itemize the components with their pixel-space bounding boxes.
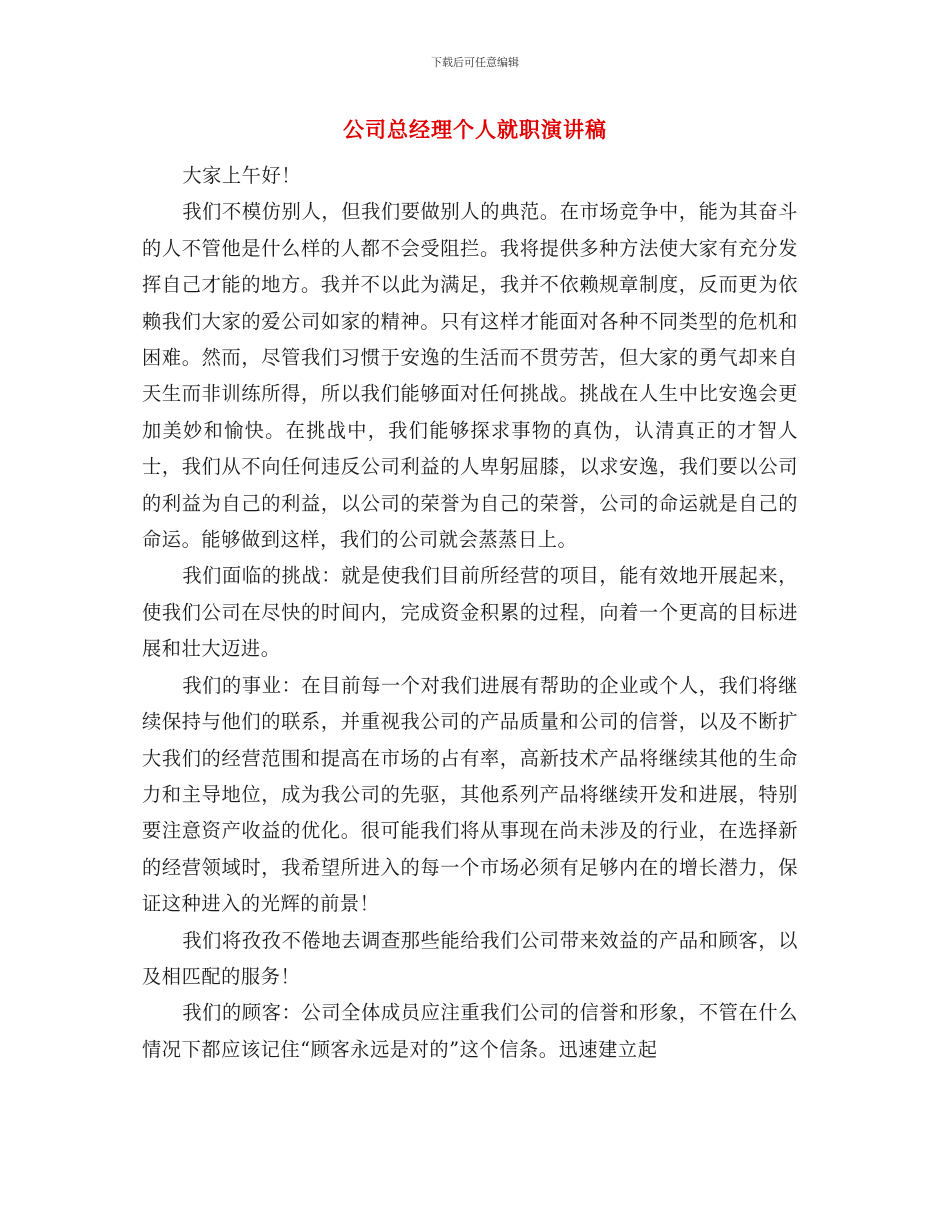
paragraph: 我们面临的挑战：就是使我们目前所经营的项目，能有效地开展起来，使我们公司在尽快的时间内，完成资金积累的过程，向着一个更高的目标进展和壮大迈进。 xyxy=(142,564,798,661)
document-title: 公司总经理个人就职演讲稿 xyxy=(343,118,607,142)
paragraph: 我们将孜孜不倦地去调查那些能给我们公司带来效益的产品和顾客，以及相匹配的服务！ xyxy=(142,928,798,988)
paragraph: 我们不模仿别人，但我们要做别人的典范。在市场竞争中，能为其奋斗的人不管他是什么样的人都不会受阻拦。我将提供多种方法使大家有充分发挥自己才能的地方。我并不以此为满足，我并不依赖规章制度，反而更为依赖我们大家的爱公司如家的精神。只有这样才能面对各种不同类型的危机和困难。然而，尽管我们习惯于安逸的生活而不贯劳苦，但大家的勇气却来自天生而非训练所得，所以我们能够面对任何挑战。挑战在人生中比安逸会更加美妙和愉快。在挑战中，我们能够探求事物的真伪，认清真正的才智人士，我们从不向任何违反公司利益的人卑躬屈膝，以求安逸，我们要以公司的利益为自己的利益，以公司的荣誉为自己的荣誉，公司的命运就是自己的命运。能够做到这样，我们的公司就会蒸蒸日上。 xyxy=(142,200,798,552)
paragraph: 我们的顾客：公司全体成员应注重我们公司的信誉和形象，不管在什么情况下都应该记住“顾客永远是对的”这个信条。迅速建立起 xyxy=(142,1001,798,1061)
paragraph: 我们的事业：在目前每一个对我们进展有帮助的企业或个人，我们将继续保持与他们的联系，并重视我公司的产品质量和公司的信誉，以及不断扩大我们的经营范围和提高在市场的占有率，高新技术产品将继续其他的生命力和主导地位，成为我公司的先驱，其他系列产品将继续开发和进展，特别要注意资产收益的优化。很可能我们将从事现在尚未涉及的行业，在选择新的经营领域时，我希望所进入的每一个市场必须有足够内在的增长潜力，保证这种进入的光辉的前景！ xyxy=(142,673,798,916)
document-body xyxy=(142,158,798,1068)
paragraph-greeting: 大家上午好！ xyxy=(182,164,302,187)
header-note: 下载后可任意编辑 xyxy=(431,56,519,69)
